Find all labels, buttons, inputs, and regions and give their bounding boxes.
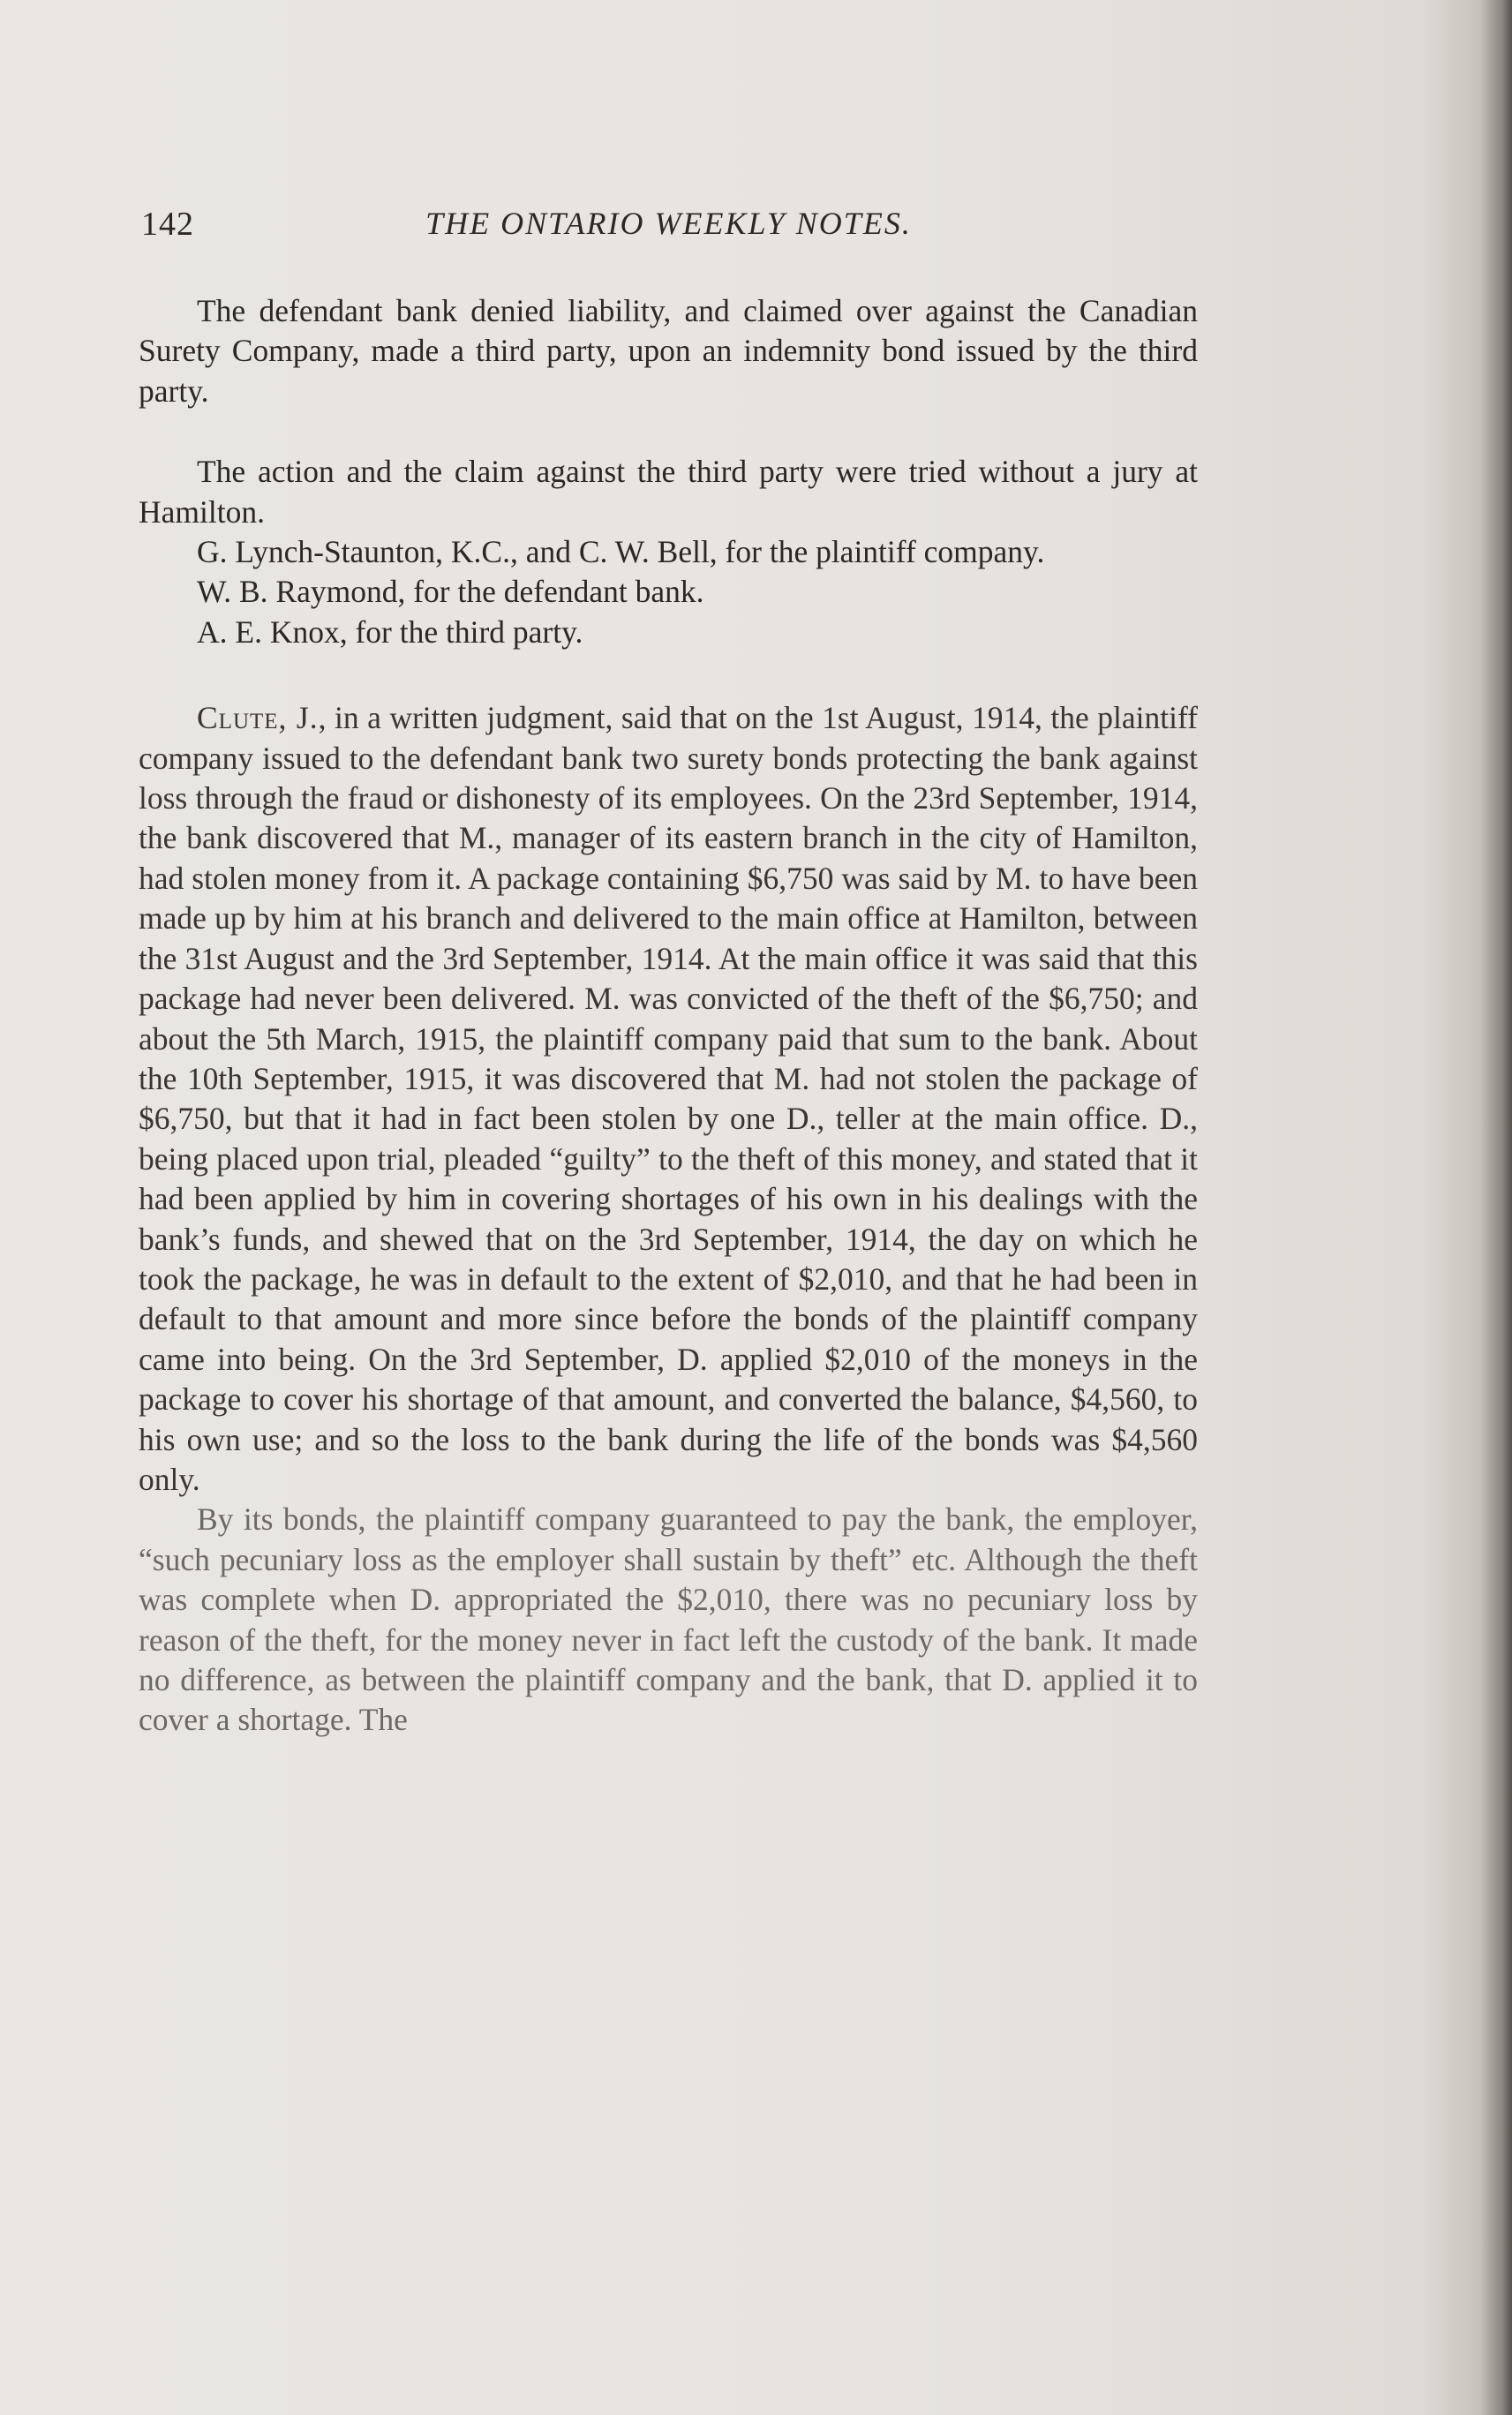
book-spine-shadow (1480, 0, 1512, 2415)
page-number: 142 (141, 206, 194, 243)
paragraph-defendant-claim: The defendant bank denied liability, and claimed over against the Canadian Surety Company, made a third party, upon an indemnity bond issued by the third party. (139, 293, 1198, 409)
counsel-plaintiff: G. Lynch-Staunton, K.C., and C. W. Bell, for the plaintiff company. (197, 534, 1045, 570)
paragraph-trial: The action and the claim against the third party were tried without a jury at Hamilton. (139, 454, 1198, 530)
counsel-third-party: A. E. Knox, for the third party. (197, 613, 583, 650)
spacer (139, 411, 1198, 452)
counsel-defendant: W. B. Raymond, for the defendant bank. (197, 574, 704, 610)
judgment-text: , in a written judgment, said that on the 1st August, 1914, the plaintiff company issued to the defendant bank two surety bonds protecting the bank against loss through the fraud or dishonesty of its employees. On the 23rd September, 1914, the bank discovered that M., manager of its eastern branch in the city of Hamilton, had stolen money from it. A package containing $6,750 was said by M. to have been made up by him at his branch and delivered to the main office at Hamilton, between the 31st August and the 3rd September, 1914. At the main office it was said that this package had never been delivered. M. was convicted of the theft of the $6,750; and about the 5th March, 1915, the plaintiff company paid that sum to the bank. About the 10th September, 1915, it was discovered that M. had not stolen the package of $6,750, but that it had in fact been stolen by one D., teller at the main office. D., being placed upon trial, pleaded “guilty” to the theft of this money, and stated that it had been applied by him in covering shortages of his own in his dealings with the bank’s funds, and shewed that on the 3rd September, 1914, the day on which he took the package, he was in default to the extent of $2,010, and that he had been in default to that amount and more since before the bonds of the plaintiff company came into being. On the 3rd September, D. applied $2,010 of the moneys in the package to cover his shortage of that amount, and converted the balance, $4,560, to his own use; and so the loss to the bank during the life of the bonds was $4,560 only. (139, 700, 1198, 1497)
judge-name: Clute, J. (197, 700, 319, 736)
page-body (139, 291, 1198, 1741)
paragraph-bonds: By its bonds, the plaintiff company guaranteed to pay the bank, the employer, “such pecuniary loss as the employer shall sustain by theft” etc. Although the theft was complete when D. appropriated the $2,010, there was no pecuniary loss by reason of the theft, for the money never in fact left the custody of the bank. It made no difference, as between the plaintiff company and the bank, that D. applied it to cover a shortage. The (139, 1501, 1198, 1738)
running-title: THE ONTARIO WEEKLY NOTES. (425, 206, 912, 241)
spacer (139, 652, 1198, 698)
paragraph-judgment (139, 698, 1198, 1500)
page-header (141, 205, 1196, 258)
